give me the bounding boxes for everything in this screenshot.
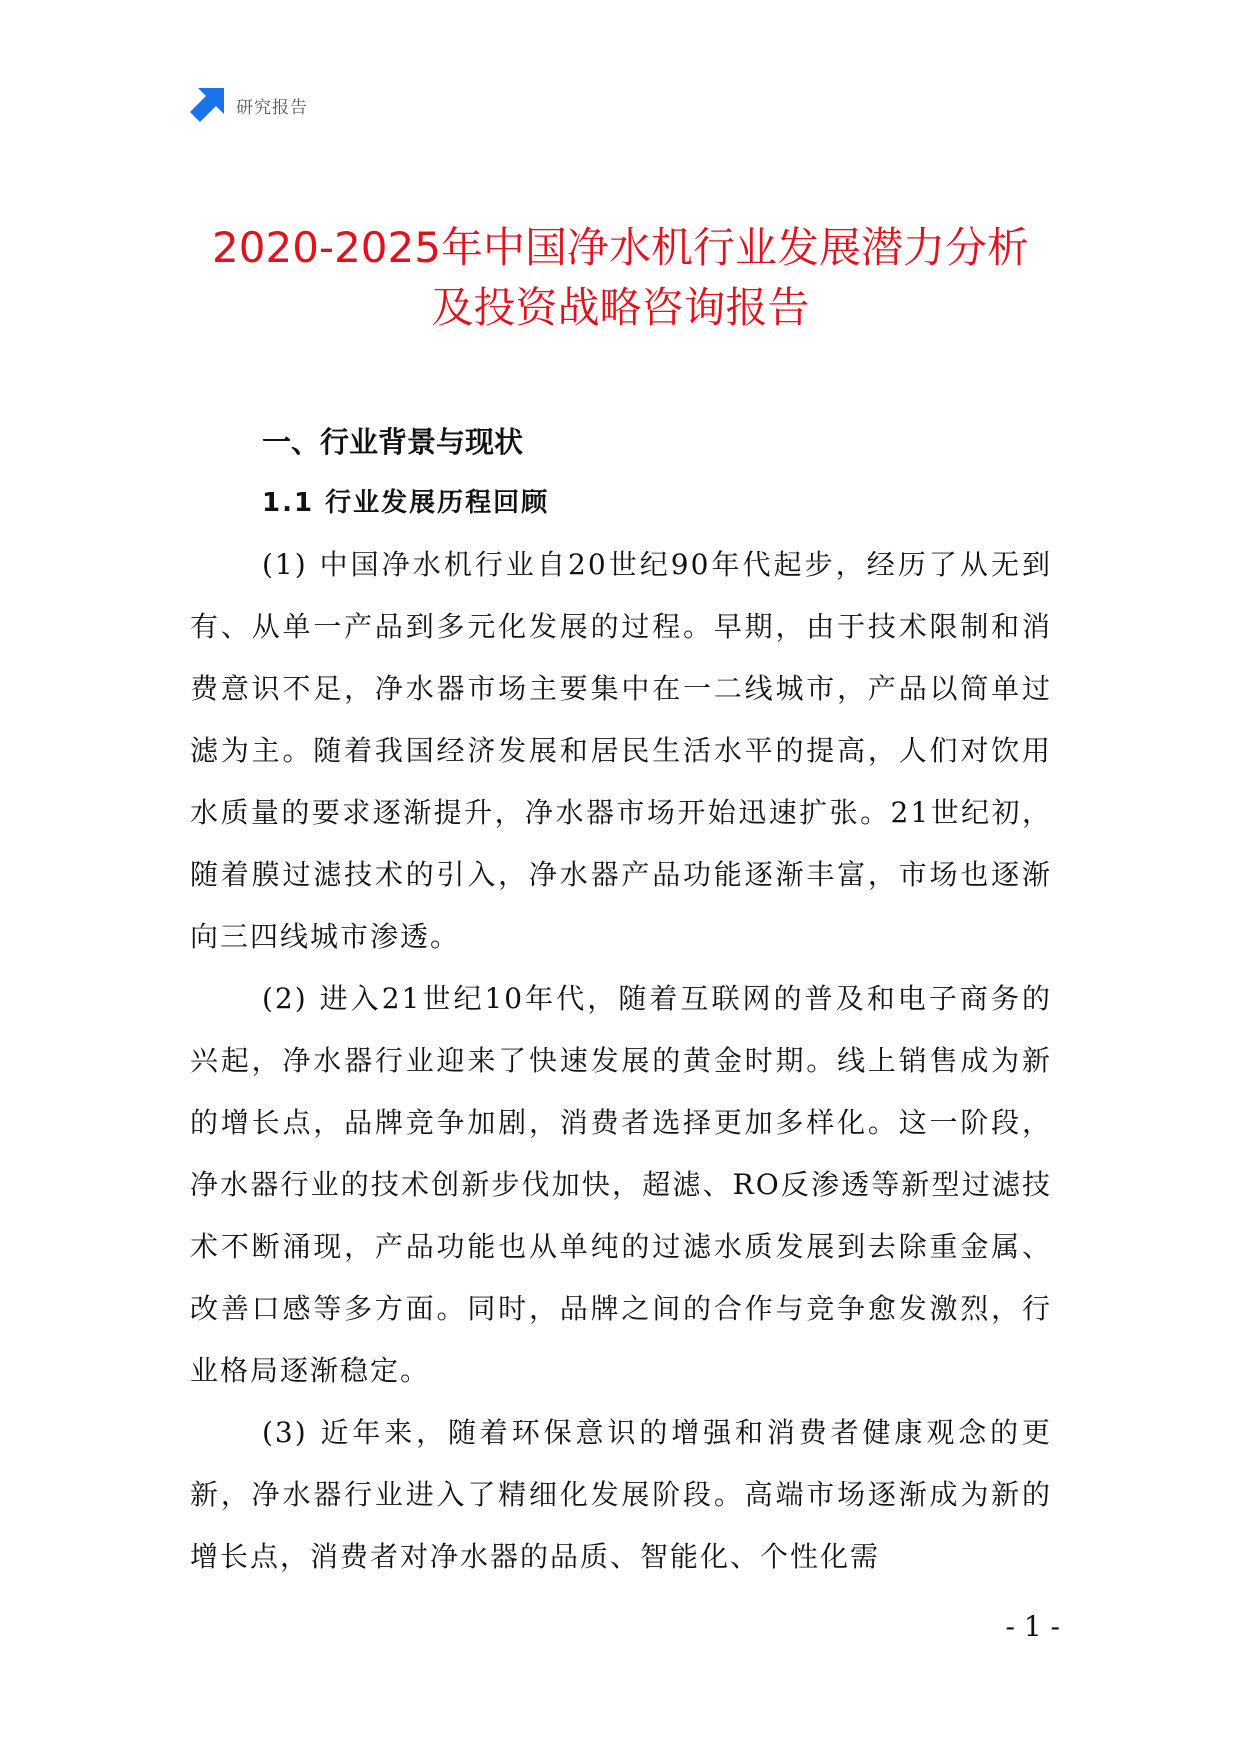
- title-line-1: 2020-2025年中国净水机行业发展潜力分析: [212, 223, 1029, 272]
- paragraph-2: (2) 进入21世纪10年代，随着互联网的普及和电子商务的兴起，净水器行业迎来了快速发展的黄金时期。线上销售成为新的增长点，品牌竞争加剧，消费者选择更加多样化。这一阶段，净水器行业的技术创新步伐加快，超滤、RO反渗透等新型过滤技术不断涌现，产品功能也从单纯的过滤水质发展到去除重金属、改善口感等多方面。同时，品牌之间的合作与竞争愈发激烈，行业格局逐渐稳定。: [190, 982, 1052, 1387]
- arrow-up-right-icon: [190, 88, 224, 122]
- title-line-2: 及投资战略咨询报告: [431, 283, 810, 332]
- paragraph-1: (1) 中国净水机行业自20世纪90年代起步，经历了从无到有、从单一产品到多元化发展的过程。早期，由于技术限制和消费意识不足，净水器市场主要集中在一二线城市，产品以简单过滤为主。随着我国经济发展和居民生活水平的提高，人们对饮用水质量的要求逐渐提升，净水器市场开始迅速扩张。21世纪初，随着膜过滤技术的引入，净水器产品功能逐渐丰富，市场也逐渐向三四线城市渗透。: [190, 548, 1052, 953]
- header-label: 研究报告: [236, 97, 308, 118]
- report-header: [190, 88, 308, 122]
- section-heading: 一、行业背景与现状: [262, 425, 524, 459]
- document-title: [150, 218, 1091, 338]
- page-number: - 1 -: [1005, 1610, 1060, 1643]
- paragraph-3: (3) 近年来，随着环保意识的增强和消费者健康观念的更新，净水器行业进入了精细化发展阶段。高端市场逐渐成为新的增长点，消费者对净水器的品质、智能化、个性化需: [190, 1416, 1052, 1573]
- subsection-heading: 1.1 行业发展历程回顾: [262, 488, 550, 518]
- document-body: [190, 412, 1052, 1588]
